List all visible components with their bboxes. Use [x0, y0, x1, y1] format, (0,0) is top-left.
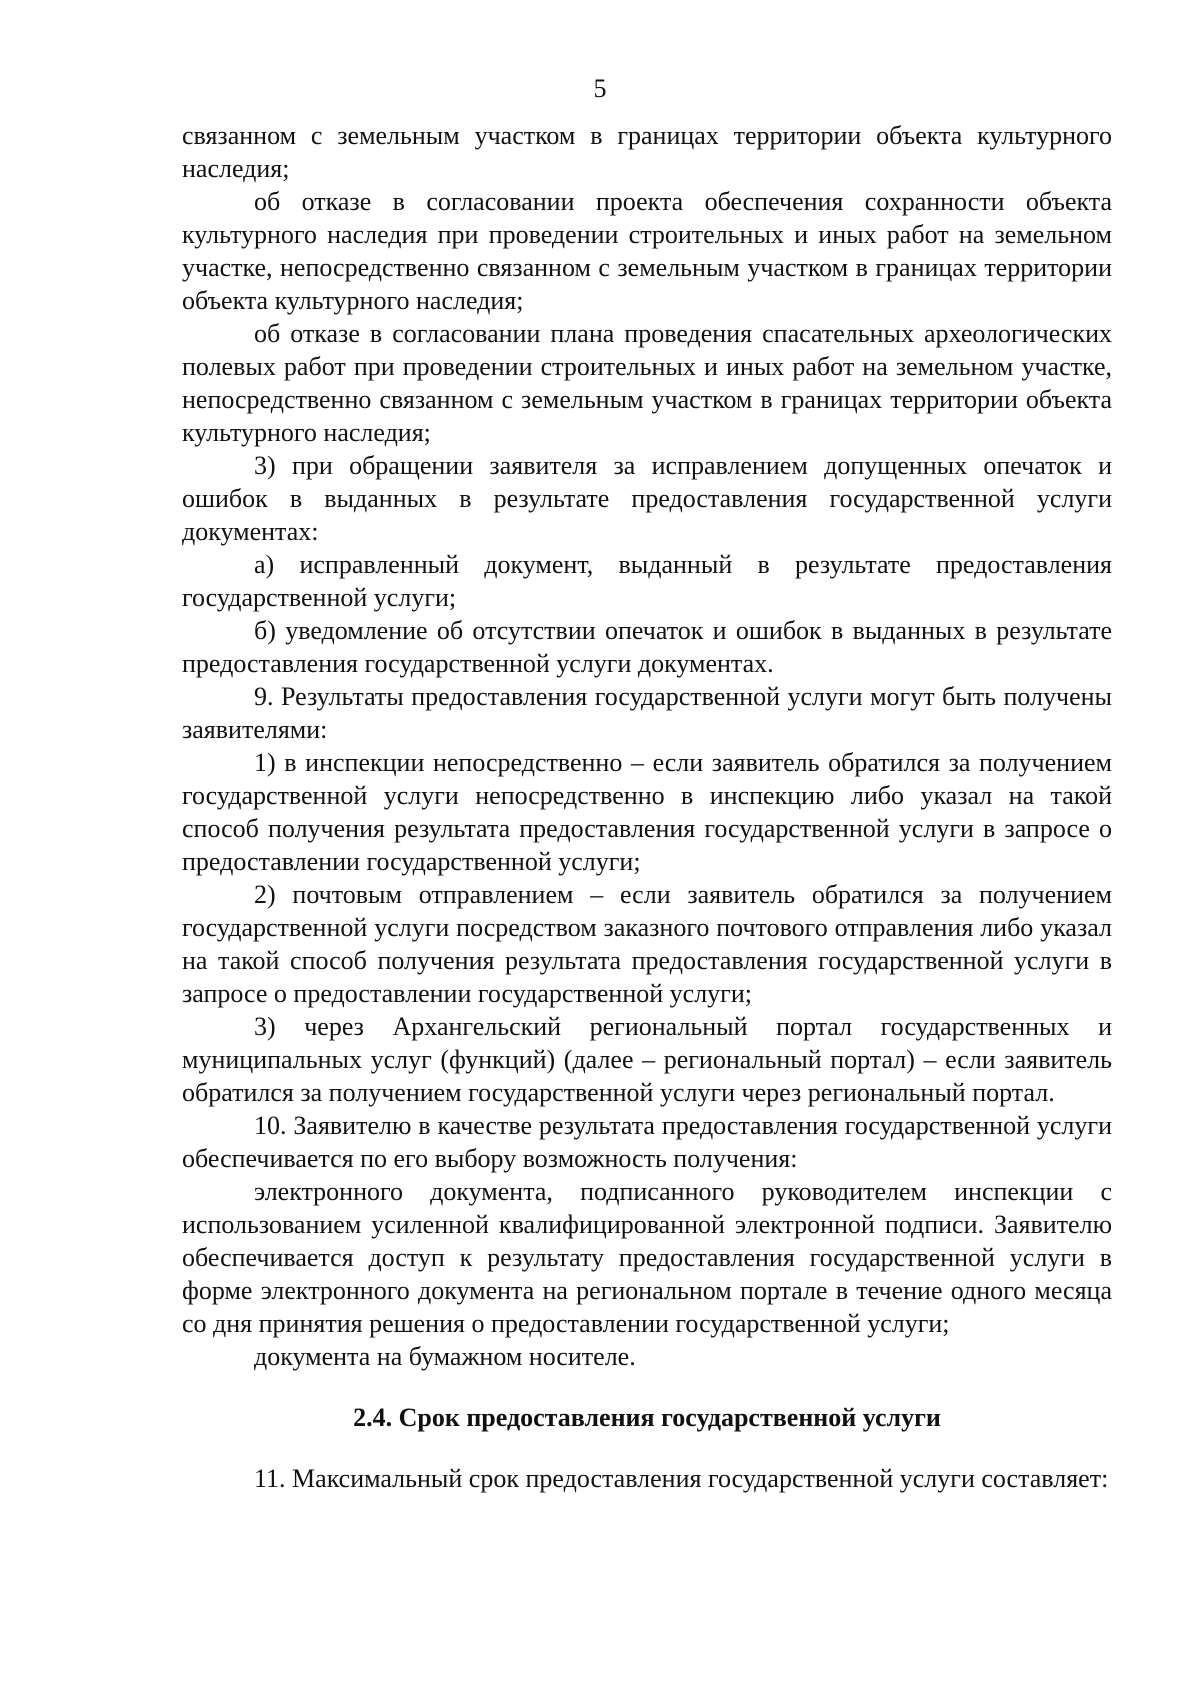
paragraph: а) исправленный документ, выданный в результате предоставления государственной услуги;	[182, 550, 1112, 612]
paragraph: документа на бумажном носителе.	[254, 1342, 636, 1371]
paragraph: 11. Максимальный срок предоставления государственной услуги составляет:	[254, 1464, 1109, 1493]
page-number: 5	[593, 74, 607, 103]
paragraph: 3) через Архангельский региональный портал государственных и муниципальных услуг (функций) (далее – региональный портал) – если заявитель обратился за получением государственной услуги через региональный портал.	[182, 1012, 1112, 1107]
paragraph: 9. Результаты предоставления государственной услуги могут быть получены заявителями:	[182, 682, 1112, 744]
document-body	[182, 119, 1112, 1495]
paragraph: связанном с земельным участком в границах территории объекта культурного наследия;	[182, 121, 1112, 183]
paragraph: 10. Заявителю в качестве результата предоставления государственной услуги обеспечивается по его выбору возможность получения:	[182, 1111, 1112, 1173]
paragraph: б) уведомление об отсутствии опечаток и ошибок в выданных в результате предоставления государственной услуги документах.	[182, 616, 1112, 678]
paragraph: 3) при обращении заявителя за исправлением допущенных опечаток и ошибок в выданных в результате предоставления государственной услуги документах:	[182, 451, 1112, 546]
paragraph: электронного документа, подписанного руководителем инспекции с использованием усиленной квалифицированной электронной подписи. Заявителю обеспечивается доступ к результату предоставления государственной услуги в форме электронного документа на региональном портале в течение одного месяца со дня принятия решения о предоставлении государственной услуги;	[182, 1177, 1112, 1338]
paragraph: об отказе в согласовании проекта обеспечения сохранности объекта культурного наследия при проведении строительных и иных работ на земельном участке, непосредственно связанном с земельным участком в границах территории объекта культурного наследия;	[182, 187, 1112, 315]
paragraph: 1) в инспекции непосредственно – если заявитель обратился за получением государственной услуги непосредственно в инспекцию либо указал на такой способ получения результата предоставления государственной услуги в запросе о предоставлении государственной услуги;	[182, 748, 1112, 876]
paragraph: об отказе в согласовании плана проведения спасательных археологических полевых работ при проведении строительных и иных работ на земельном участке, непосредственно связанном с земельным участком в границах территории объекта культурного наследия;	[182, 319, 1112, 447]
section-heading: 2.4. Срок предоставления государственной услуги	[353, 1403, 941, 1432]
paragraph: 2) почтовым отправлением – если заявитель обратился за получением государственной услуги посредством заказного почтового отправления либо указал на такой способ получения результата предоставления государственной услуги в запросе о предоставлении государственной услуги;	[182, 880, 1112, 1008]
